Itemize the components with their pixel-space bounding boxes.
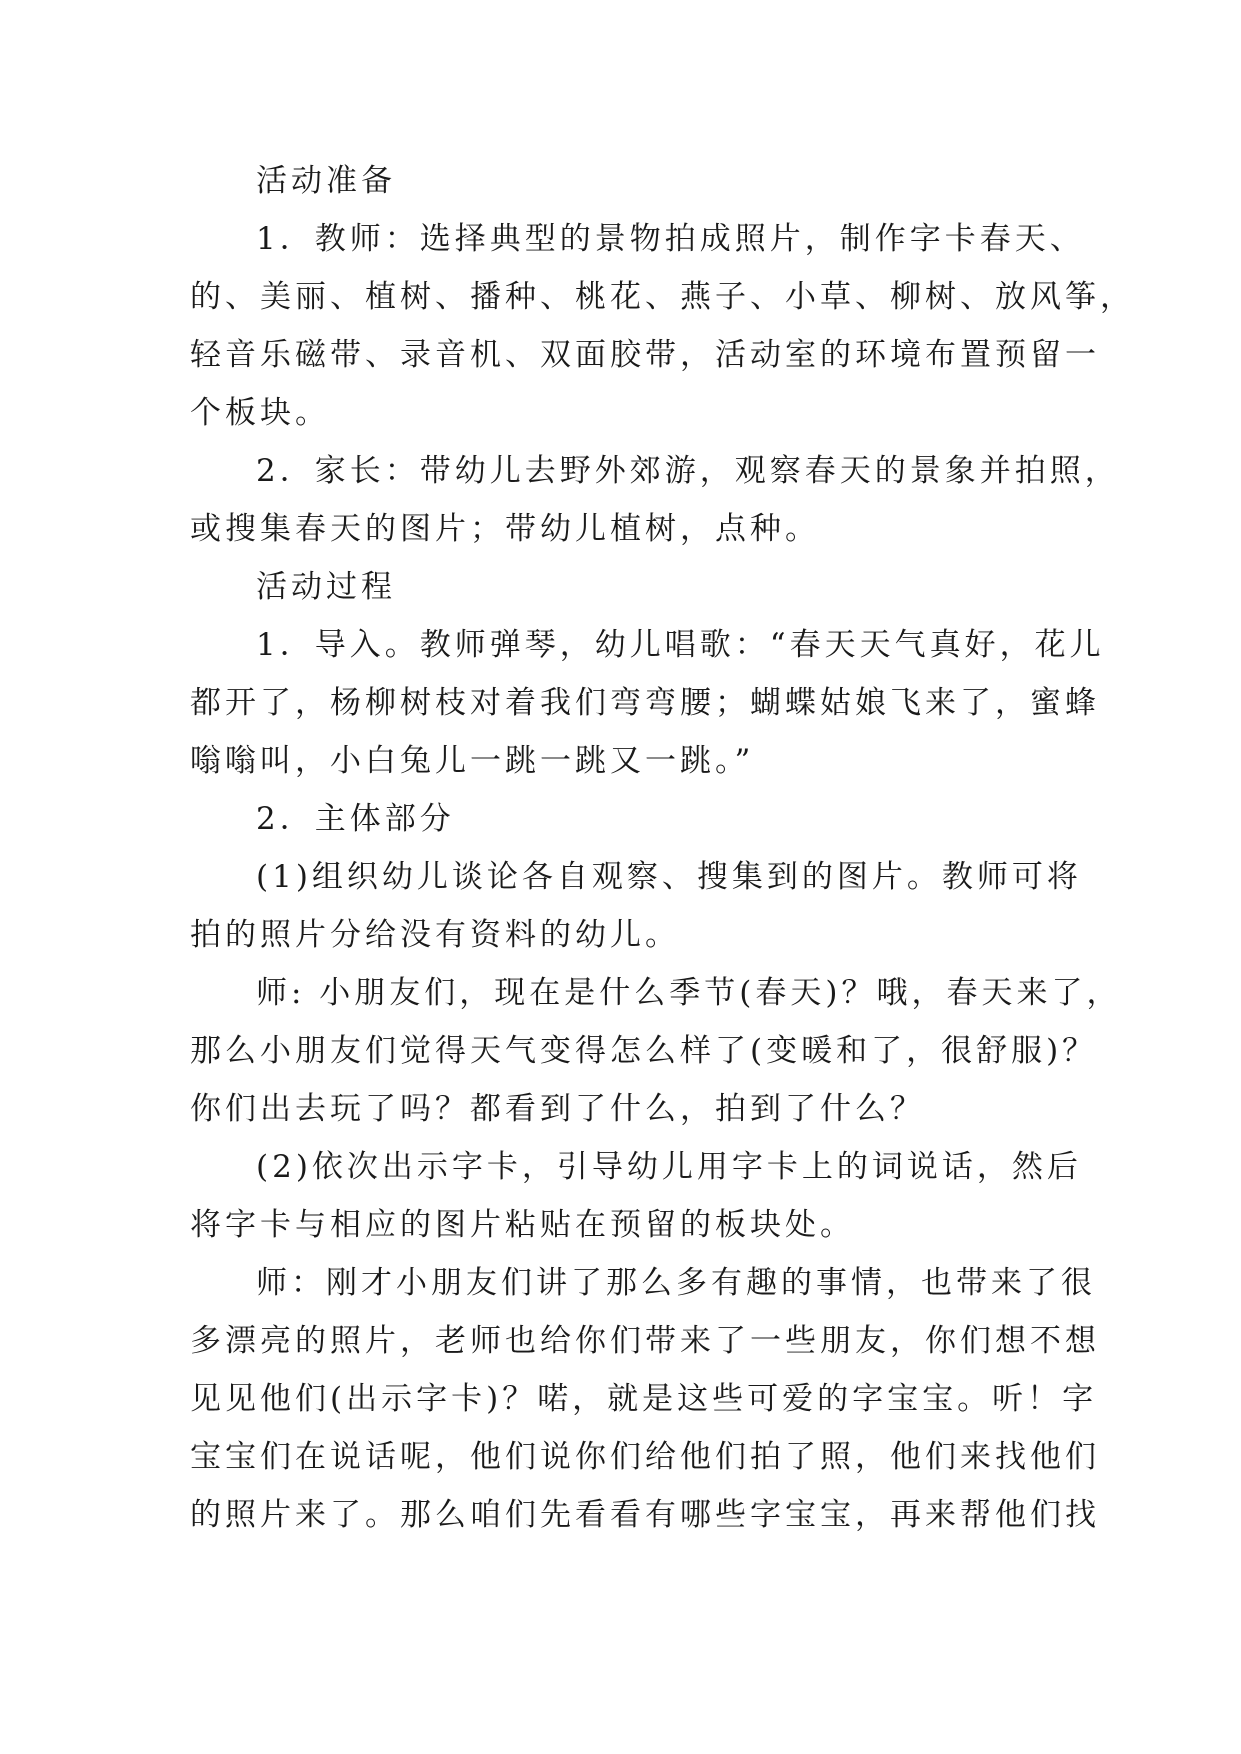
section-heading-process: 活动过程 bbox=[256, 569, 396, 605]
paragraph-line: 师: 小朋友们，现在是什么季节(春天)？哦，春天来了， bbox=[256, 975, 1122, 1011]
paragraph-line: 见见他们(出示字卡)？喏，就是这些可爱的字宝宝。听！字 bbox=[190, 1381, 1098, 1417]
paragraph-line: 那么小朋友们觉得天气变得怎么样了(变暖和了，很舒服)？ bbox=[190, 1033, 1098, 1069]
paragraph-line: (1)组织幼儿谈论各自观察、搜集到的图片。教师可将 bbox=[256, 859, 1082, 895]
paragraph-line: 的照片来了。那么咱们先看看有哪些字宝宝，再来帮他们找 bbox=[190, 1497, 1100, 1533]
paragraph-line: 轻音乐磁带、录音机、双面胶带，活动室的环境布置预留一 bbox=[190, 337, 1100, 373]
paragraph-line: 都开了，杨柳树枝对着我们弯弯腰；蝴蝶姑娘飞来了，蜜蜂 bbox=[190, 685, 1100, 721]
paragraph-line: 宝宝们在说话呢，他们说你们给他们拍了照，他们来找他们 bbox=[190, 1439, 1100, 1475]
paragraph-line: 多漂亮的照片，老师也给你们带来了一些朋友，你们想不想 bbox=[190, 1323, 1100, 1359]
paragraph-line: 个板块。 bbox=[190, 395, 330, 431]
paragraph-line: 1．导入。教师弹琴，幼儿唱歌：“春天天气真好，花儿 bbox=[256, 627, 1105, 663]
paragraph-line: 2．家长：带幼儿去野外郊游，观察春天的景象并拍照， bbox=[256, 453, 1120, 489]
body-text bbox=[190, 152, 1135, 1544]
paragraph-line: (2)依次出示字卡，引导幼儿用字卡上的词说话，然后 bbox=[256, 1149, 1082, 1185]
section-heading-preparation: 活动准备 bbox=[256, 163, 396, 199]
paragraph-line: 师：刚才小朋友们讲了那么多有趣的事情，也带来了很 bbox=[256, 1265, 1096, 1301]
paragraph-line: 将字卡与相应的图片粘贴在预留的板块处。 bbox=[190, 1207, 855, 1243]
paragraph-line: 2．主体部分 bbox=[256, 801, 455, 837]
paragraph-line: 嗡嗡叫，小白兔儿一跳一跳又一跳。” bbox=[190, 743, 755, 779]
paragraph-line: 的、美丽、植树、播种、桃花、燕子、小草、柳树、放风筝， bbox=[190, 279, 1135, 315]
paragraph-line: 你们出去玩了吗？都看到了什么，拍到了什么？ bbox=[190, 1091, 925, 1127]
paragraph-line: 拍的照片分给没有资料的幼儿。 bbox=[190, 917, 680, 953]
paragraph-line: 或搜集春天的图片；带幼儿植树，点种。 bbox=[190, 511, 820, 547]
paragraph-line: 1．教师：选择典型的景物拍成照片，制作字卡春天、 bbox=[256, 221, 1085, 257]
